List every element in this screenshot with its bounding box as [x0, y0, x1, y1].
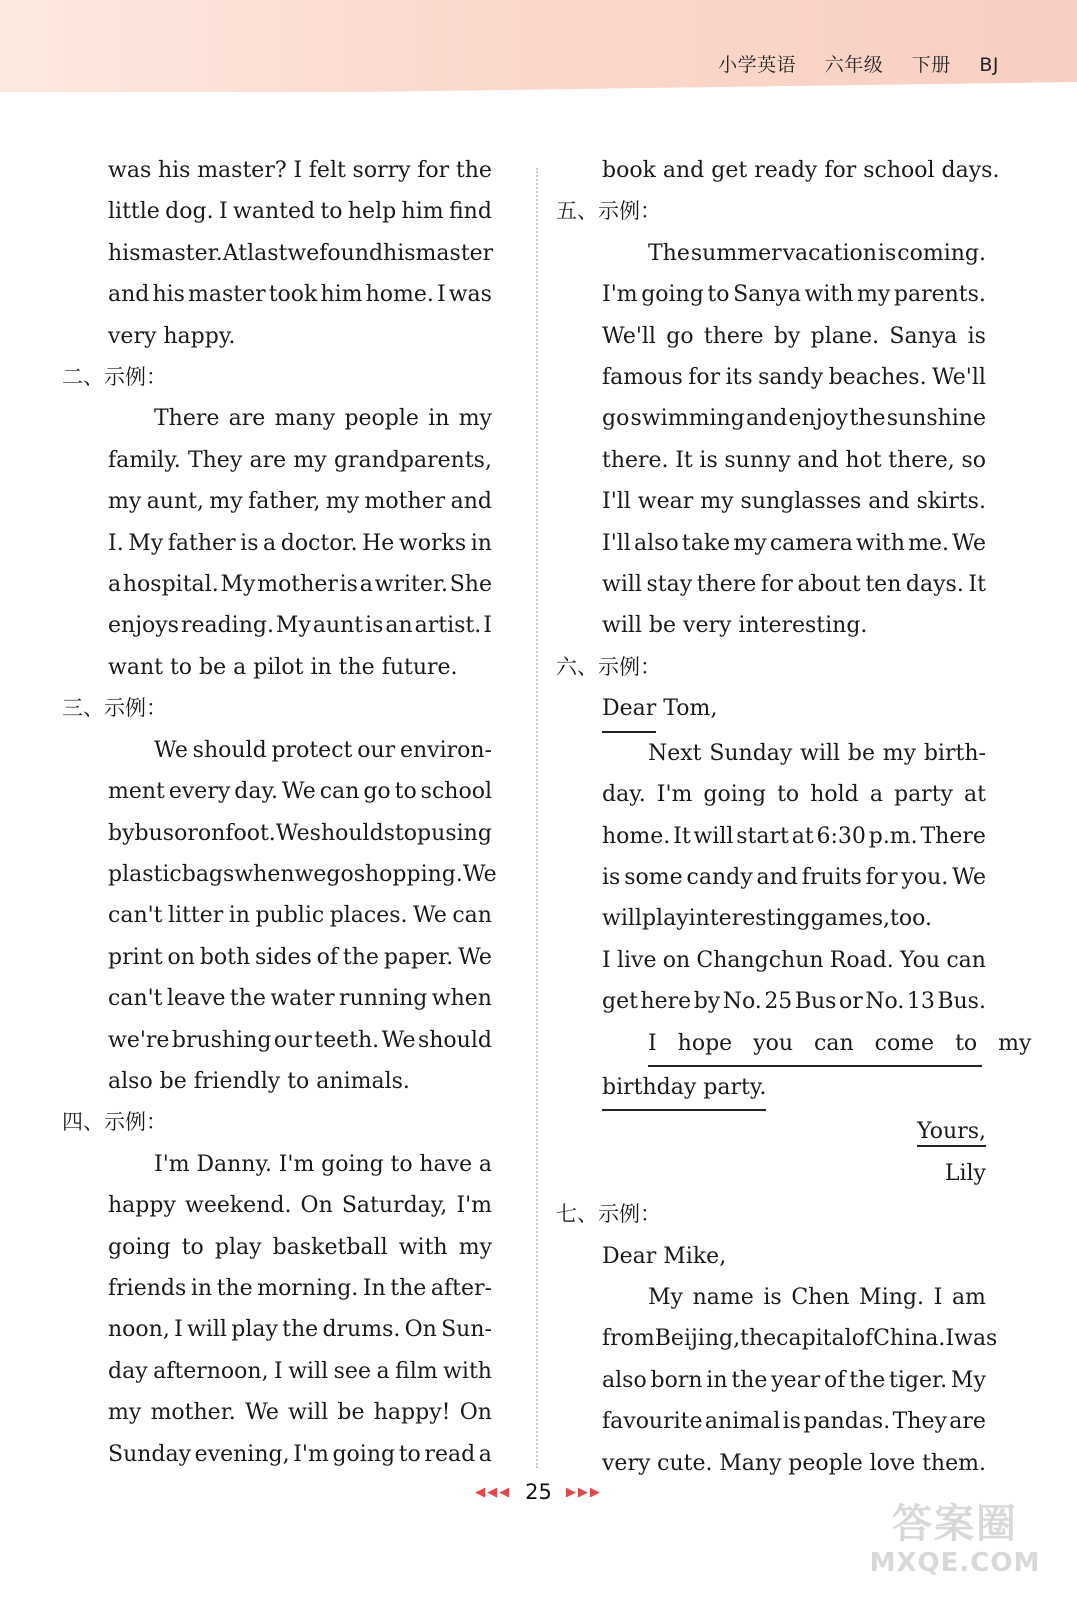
- section-3-passage: [62, 730, 497, 1103]
- section-heading-5: 五、示例：: [556, 199, 661, 224]
- text-line: we're brushing our teeth. We should: [108, 1027, 492, 1053]
- text-line: go swimming and enjoy the sunshine: [602, 406, 986, 432]
- text-line: day afternoon, I will see a film with: [108, 1358, 492, 1384]
- text-line: my aunt, my father, my mother and: [108, 489, 492, 515]
- text-line: little dog. I wanted to help him find: [108, 199, 492, 225]
- text-line: there. It is sunny and hot there, so: [602, 447, 986, 473]
- text-line: and his master took him home. I was: [108, 282, 492, 308]
- text-line: very cute. Many people love them.: [602, 1450, 986, 1476]
- watermark-logo-text: 答案圈: [892, 1501, 1018, 1547]
- subject-label: 小学英语: [718, 54, 797, 76]
- letter-closing-row: [556, 1111, 986, 1152]
- hope-text: I hope you can come to my: [648, 1023, 982, 1067]
- text-line: The summer vacation is coming.: [648, 240, 986, 266]
- text-line: print on both sides of the paper. We: [108, 944, 492, 970]
- header-band: [0, 0, 1077, 92]
- text-line: also be friendly to animals.: [108, 1068, 410, 1094]
- section-heading-4: 四、示例：: [62, 1110, 167, 1135]
- text-line: famous for its sandy beaches. We'll: [602, 365, 986, 391]
- salutation-name: Tom,: [656, 696, 718, 722]
- letter-salutation: [602, 688, 986, 732]
- text-line: Sunday evening, I'm going to read a: [108, 1441, 492, 1467]
- letter-signature-row: [556, 1153, 986, 1194]
- section-6-letter: [556, 688, 1032, 1194]
- text-line: going to play basketball with my: [108, 1234, 492, 1260]
- letter-salutation: Dear Mike,: [602, 1243, 727, 1269]
- text-line: home. It will start at 6:30 p.m. There: [602, 823, 986, 849]
- text-line: his master. At last we found his master: [108, 240, 494, 266]
- text-line: family. They are my grandparents,: [108, 447, 492, 473]
- text-line: happy weekend. On Saturday, I'm: [108, 1193, 492, 1219]
- text-line: My name is Chen Ming. I am: [648, 1284, 986, 1310]
- text-line: get here by No. 25 Bus or No. 13 Bus.: [602, 989, 986, 1015]
- text-line: I'm going to Sanya with my parents.: [602, 282, 986, 308]
- section-4-passage: [62, 1144, 492, 1475]
- watermark-logo: [855, 1500, 1055, 1592]
- text-line: will stay there for about ten days. It: [602, 572, 986, 598]
- text-line: my mother. We will be happy! On: [108, 1400, 492, 1426]
- underlined-hope-line: [648, 1023, 1032, 1067]
- text-line: is some candy and fruits for you. We: [602, 864, 986, 890]
- page-number: 25: [525, 1480, 552, 1504]
- hope-text-2: birthday party.: [602, 1067, 766, 1111]
- continuation-passage: [62, 150, 492, 357]
- text-line: favourite animal is pandas. They are: [602, 1409, 986, 1435]
- text-line: We'll go there by plane. Sanya is: [602, 323, 986, 349]
- section-2-passage: [62, 398, 492, 688]
- text-line: I'm Danny. I'm going to have a: [154, 1151, 492, 1177]
- text-line: can't litter in public places. We can: [108, 903, 492, 929]
- letter-signature: Lily: [944, 1160, 986, 1186]
- text-line: ment every day. We can go to school: [108, 779, 492, 805]
- text-line: want to be a pilot in the future.: [108, 654, 458, 680]
- text-line: also born in the year of the tiger. My: [602, 1367, 986, 1393]
- text-line: by bus or on foot. We should stop using: [108, 820, 492, 846]
- text-line: book and get ready for school days.: [602, 158, 1000, 183]
- text-line: I live on Changchun Road. You can: [602, 947, 986, 973]
- text-line: We should protect our environ-: [154, 737, 492, 763]
- text-line: will play interesting games, too.: [602, 906, 932, 932]
- edition-label: BJ: [979, 54, 999, 76]
- text-line: a hospital. My mother is a writer. She: [108, 572, 492, 598]
- book-info: [696, 50, 999, 77]
- text-line: I'll wear my sunglasses and skirts.: [602, 489, 986, 515]
- section-heading-6: 六、示例：: [556, 654, 661, 679]
- left-arrows-icon: ◀◀◀: [475, 1485, 512, 1500]
- text-line: from Beijing, the capital of China. I was: [602, 1326, 998, 1352]
- text-line: was his master? I felt sorry for the: [108, 158, 492, 183]
- section-5-passage: [556, 233, 986, 647]
- underlined-hope-line-2: [602, 1067, 986, 1111]
- text-line: will be very interesting.: [602, 613, 868, 639]
- right-arrows-icon: ▶▶▶: [565, 1485, 602, 1500]
- watermark-url: MXQE.COM: [869, 1548, 1041, 1578]
- section-heading-3: 三、示例：: [62, 696, 167, 721]
- text-line: I. My father is a doctor. He works in: [108, 530, 492, 556]
- text-line: enjoys reading. My aunt is an artist. I: [108, 613, 492, 639]
- text-line: There are many people in my: [154, 406, 492, 432]
- term-label: 下册: [911, 54, 951, 76]
- left-column: [62, 150, 497, 1475]
- text-line: friends in the morning. In the after-: [108, 1275, 492, 1301]
- section-7-letter: [556, 1236, 998, 1484]
- letter-closing: Yours,: [917, 1119, 986, 1147]
- salutation-underlined: Dear: [602, 688, 656, 732]
- text-line: I'll also take my camera with me. We: [602, 530, 986, 556]
- text-line: very happy.: [108, 323, 236, 349]
- text-line: noon, I will play the drums. On Sun-: [108, 1317, 492, 1343]
- section-heading-2: 二、示例：: [62, 365, 167, 390]
- text-line: day. I'm going to hold a party at: [602, 782, 986, 808]
- right-column: [556, 150, 1032, 1484]
- text-line: plastic bags when we go shopping. We: [108, 861, 497, 887]
- section-heading-7: 七、示例：: [556, 1202, 661, 1227]
- grade-label: 六年级: [824, 54, 884, 76]
- column-divider: [536, 168, 538, 1468]
- text-line: can't leave the water running when: [108, 986, 492, 1012]
- text-line: Next Sunday will be my birth-: [648, 740, 986, 766]
